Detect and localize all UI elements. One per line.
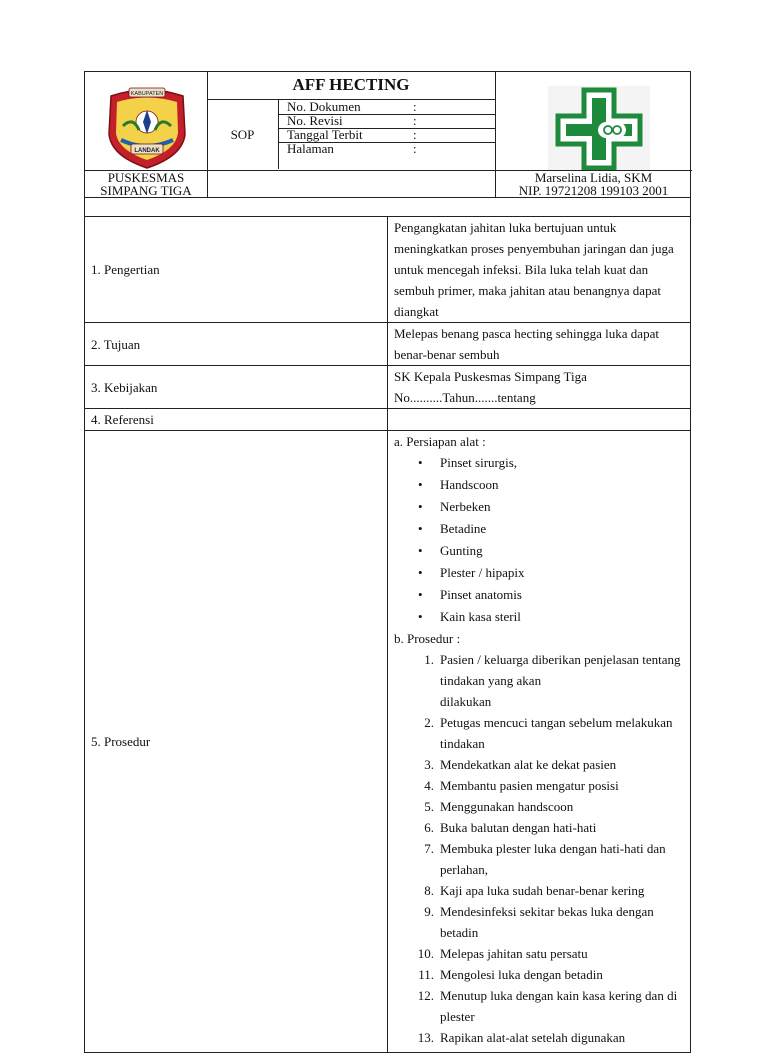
step-text: Kaji apa luka sudah benar-benar kering: [440, 883, 645, 898]
step-text: Mendesinfeksi sekitar bekas luka dengan betadin: [440, 904, 654, 940]
bullet-icon: •: [418, 543, 423, 558]
step-number: 8.: [424, 883, 434, 898]
alat-item-text: Kain kasa steril: [440, 609, 521, 624]
step-number: 3.: [424, 757, 434, 772]
procedure-step: [394, 796, 684, 817]
step-text: Rapikan alat-alat setelah digunakan: [440, 1030, 626, 1045]
meta-halaman-sep: :: [413, 141, 417, 156]
tujuan-text: Melepas benang pasca hecting sehingga luka dapat benar-benar sembuh: [388, 323, 691, 366]
meta-no-dokumen-label: No. Dokumen: [287, 99, 361, 114]
step-number: 5.: [424, 799, 434, 814]
procedure-step: [394, 754, 684, 775]
puskesmas-cross-logo: [548, 86, 650, 170]
step-number: 11.: [418, 967, 434, 982]
tujuan-label: 2. Tujuan: [85, 323, 388, 366]
section-persiapan-alat: a. Persiapan alat :: [394, 434, 486, 449]
referensi-label: 4. Referensi: [85, 409, 388, 431]
step-text: Membantu pasien mengatur posisi: [440, 778, 619, 793]
meta-tanggal-terbit-sep: :: [413, 127, 417, 142]
step-number: 2.: [424, 715, 434, 730]
step-text: Menggunakan handscoon: [440, 799, 574, 814]
meta-halaman-label: Halaman: [287, 141, 334, 156]
sop-label: SOP: [230, 127, 255, 142]
bullet-icon: •: [418, 477, 423, 492]
alat-item: [394, 474, 684, 496]
row-prosedur: [85, 431, 691, 1053]
alat-item: [394, 606, 684, 628]
alat-item: [394, 562, 684, 584]
step-number: 4.: [424, 778, 434, 793]
row-tujuan: [85, 323, 691, 366]
step-text: dilakukan: [440, 694, 492, 709]
step-text: Buka balutan dengan hati-hati: [440, 820, 597, 835]
row-pengertian: [85, 217, 691, 323]
signer-nip: NIP. 19721208 199103 2001: [518, 183, 669, 198]
kebijakan-text: SK Kepala Puskesmas Simpang Tiga No..........Tahun.......tentang: [388, 366, 691, 409]
procedure-step: [394, 880, 684, 901]
alat-item-text: Plester / hipapix: [440, 565, 525, 580]
procedure-step: [394, 712, 684, 754]
alat-item-text: Handscoon: [440, 477, 499, 492]
procedure-step: [394, 1027, 684, 1048]
step-number: 9.: [424, 904, 434, 919]
procedure-step: [394, 943, 684, 964]
row-kebijakan: [85, 366, 691, 409]
pengertian-label: 1. Pengertian: [85, 217, 388, 323]
meta-no-revisi-sep: :: [413, 113, 417, 128]
procedure-step: [394, 901, 684, 943]
step-number: 12.: [417, 988, 434, 1003]
alat-item-text: Nerbeken: [440, 499, 491, 514]
procedure-step: [394, 649, 684, 691]
bullet-icon: •: [418, 587, 423, 602]
referensi-text: [388, 409, 691, 431]
meta-no-revisi-label: No. Revisi: [287, 113, 343, 128]
logo-bottom-text: LANDAK: [134, 148, 160, 154]
section-prosedur: b. Prosedur :: [394, 631, 461, 646]
alat-list: [394, 452, 684, 628]
alat-item: [394, 452, 684, 474]
kabupaten-landak-logo: [103, 86, 191, 170]
step-text: Mendekatkan alat ke dekat pasien: [440, 757, 617, 772]
procedure-step: [394, 838, 684, 880]
procedure-step: [394, 775, 684, 796]
prosedur-label: 5. Prosedur: [85, 431, 388, 1053]
sop-body-table: [84, 197, 691, 1053]
signer-name: Marselina Lidia, SKM: [534, 170, 653, 185]
procedure-step: [394, 691, 684, 712]
alat-item: [394, 496, 684, 518]
sop-header: [84, 71, 691, 198]
step-text: Mengolesi luka dengan betadin: [440, 967, 603, 982]
bullet-icon: •: [418, 455, 423, 470]
step-text: Pasien / keluarga diberikan penjelasan tentang tindakan yang akan: [440, 652, 681, 688]
step-text: Petugas mencuci tangan sebelum melakukan tindakan: [440, 715, 673, 751]
step-number: 13.: [417, 1030, 434, 1045]
step-number: 10.: [417, 946, 434, 961]
step-number: 1.: [424, 652, 434, 667]
meta-tanggal-terbit-label: Tanggal Terbit: [287, 127, 363, 142]
step-text: Melepas jahitan satu persatu: [440, 946, 588, 961]
alat-item: [394, 518, 684, 540]
kebijakan-label: 3. Kebijakan: [85, 366, 388, 409]
step-text: Membuka plester luka dengan hati-hati dan perlahan,: [440, 841, 666, 877]
sop-document: [84, 71, 691, 1053]
procedure-step: [394, 964, 684, 985]
bullet-icon: •: [418, 499, 423, 514]
alat-item-text: Gunting: [440, 543, 483, 558]
procedure-step: [394, 985, 684, 1027]
procedure-step: [394, 817, 684, 838]
steps-list: [394, 649, 684, 1048]
alat-item-text: Pinset anatomis: [440, 587, 522, 602]
row-referensi: [85, 409, 691, 431]
sop-title: AFF HECTING: [292, 75, 410, 94]
bullet-icon: •: [418, 609, 423, 624]
alat-item: [394, 584, 684, 606]
alat-item-text: Betadine: [440, 521, 487, 536]
step-number: 6.: [424, 820, 434, 835]
org-name-line2: SIMPANG TIGA: [100, 183, 192, 198]
step-number: 7.: [424, 841, 434, 856]
step-text: Menutup luka dengan kain kasa kering dan di plester: [440, 988, 678, 1024]
alat-item-text: Pinset sirurgis,: [440, 455, 518, 470]
meta-no-dokumen-sep: :: [413, 99, 417, 114]
alat-item: [394, 540, 684, 562]
org-name-line1: PUSKESMAS: [107, 170, 185, 185]
prosedur-content: [388, 431, 691, 1053]
bullet-icon: •: [418, 521, 423, 536]
logo-top-text: KABUPATEN: [130, 91, 164, 97]
bullet-icon: •: [418, 565, 423, 580]
pengertian-text: Pengangkatan jahitan luka bertujuan untuk meningkatkan proses penyembuhan jaringan dan juga untuk mencegah infeksi. Bila luka telah kuat dan sembuh primer, maka jahitan atau benangnya dapat diangkat: [388, 217, 691, 323]
blank-row: [85, 198, 691, 217]
